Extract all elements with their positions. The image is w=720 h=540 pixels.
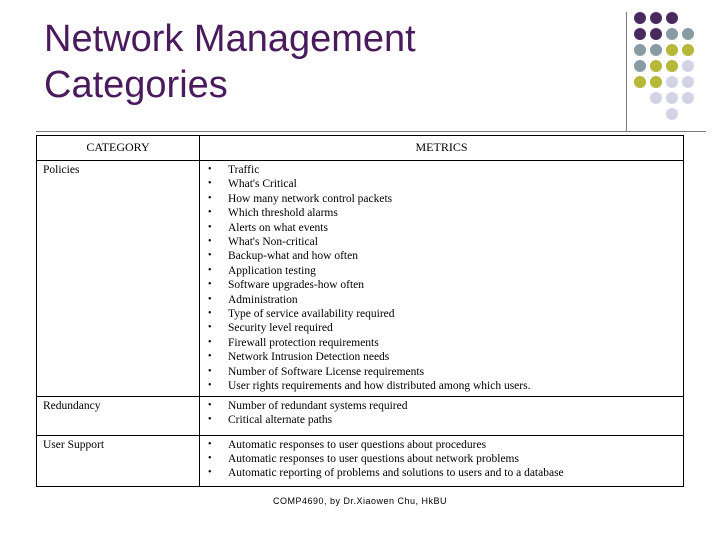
title-line-1: Network Management	[44, 18, 416, 60]
decorative-dot	[650, 12, 662, 24]
decorative-dot	[650, 44, 662, 56]
metrics-list	[200, 399, 683, 428]
list-item: • Which threshold alarms	[200, 206, 683, 220]
decorative-dot	[650, 92, 662, 104]
divider-horizontal	[36, 131, 706, 132]
list-item: • Automatic reporting of problems and solutions to users and to a database	[200, 466, 683, 480]
metrics-cell	[200, 161, 684, 397]
category-cell: Policies	[37, 161, 200, 397]
list-item: • Alerts on what events	[200, 221, 683, 235]
decorative-dot	[634, 12, 646, 24]
list-item: • Number of Software License requirements	[200, 365, 683, 379]
table-row	[37, 435, 684, 486]
decorative-dot	[650, 76, 662, 88]
header-metrics: METRICS	[200, 136, 684, 161]
list-item: • What's Critical	[200, 177, 683, 191]
decorative-dot	[666, 12, 678, 24]
list-item: • Security level required	[200, 321, 683, 335]
footer-credit: COMP4690, by Dr.Xiaowen Chu, HkBU	[272, 496, 448, 506]
list-item: • What's Non-critical	[200, 235, 683, 249]
decorative-dot	[634, 28, 646, 40]
list-item: • Automatic responses to user questions about procedures	[200, 438, 683, 452]
metrics-cell	[200, 396, 684, 435]
decorative-dot	[666, 108, 678, 120]
decorative-dot	[682, 60, 694, 72]
decorative-dot	[682, 28, 694, 40]
metrics-list	[200, 438, 683, 481]
category-cell: User Support	[37, 435, 200, 486]
list-item: • How many network control packets	[200, 192, 683, 206]
decorative-dot	[666, 28, 678, 40]
decorative-dot	[682, 76, 694, 88]
list-item: • Automatic responses to user questions about network problems	[200, 452, 683, 466]
metrics-table	[36, 135, 684, 487]
decorative-dot	[650, 28, 662, 40]
decorative-dot	[682, 92, 694, 104]
table-row	[37, 161, 684, 397]
decorative-dot	[634, 60, 646, 72]
metrics-list	[200, 163, 683, 394]
list-item: • Number of redundant systems required	[200, 399, 683, 413]
decorative-dot	[634, 76, 646, 88]
list-item: • Network Intrusion Detection needs	[200, 350, 683, 364]
list-item: • Traffic	[200, 163, 683, 177]
decorative-dot-grid	[630, 8, 720, 118]
decorative-dot	[666, 60, 678, 72]
table-row	[37, 396, 684, 435]
list-item: • User rights requirements and how distributed among which users.	[200, 379, 683, 393]
list-item: • Application testing	[200, 264, 683, 278]
header-category: CATEGORY	[37, 136, 200, 161]
decorative-dot	[666, 44, 678, 56]
table-header-row	[37, 136, 684, 161]
decorative-dot	[666, 92, 678, 104]
list-item: • Firewall protection requirements	[200, 336, 683, 350]
decorative-dot	[650, 60, 662, 72]
category-cell: Redundancy	[37, 396, 200, 435]
decorative-dot	[682, 44, 694, 56]
page-title	[44, 16, 564, 108]
divider-vertical	[626, 12, 627, 132]
list-item: • Software upgrades-how often	[200, 278, 683, 292]
list-item: • Administration	[200, 293, 683, 307]
list-item: • Critical alternate paths	[200, 413, 683, 427]
title-line-2: Categories	[44, 64, 228, 106]
list-item: • Type of service availability required	[200, 307, 683, 321]
decorative-dot	[666, 76, 678, 88]
decorative-dot	[634, 44, 646, 56]
list-item: • Backup-what and how often	[200, 249, 683, 263]
metrics-cell	[200, 435, 684, 486]
